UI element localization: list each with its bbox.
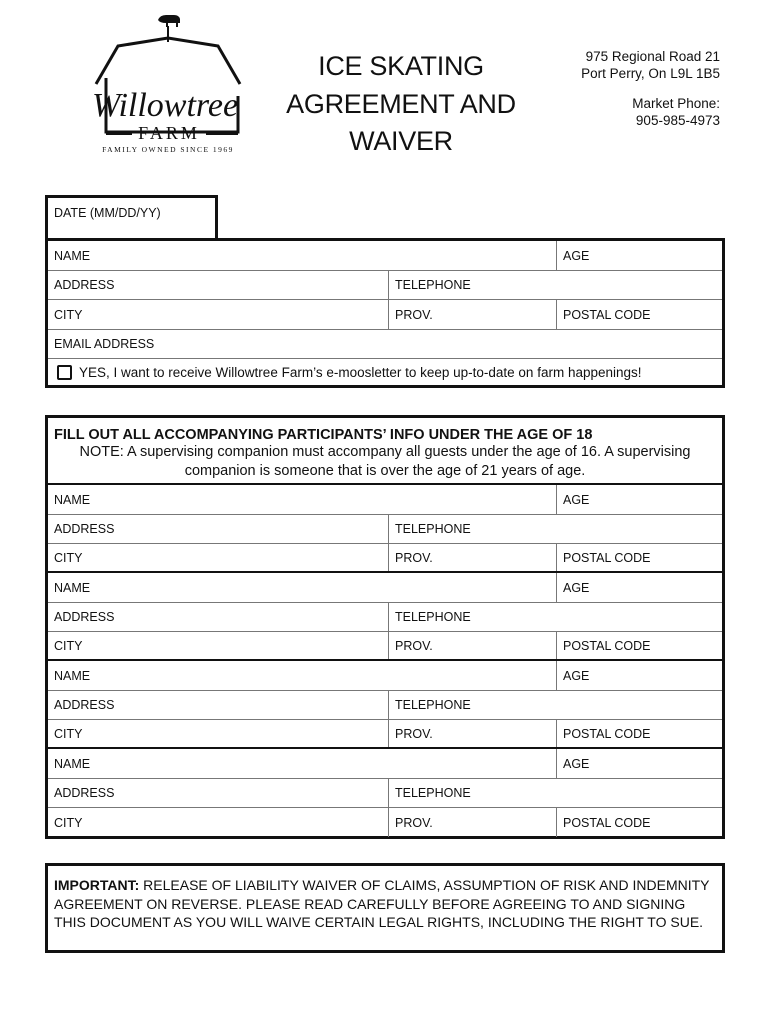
participant-2-city-field[interactable]: CITY <box>54 638 83 653</box>
participant-4-name-field[interactable]: NAME <box>54 756 91 771</box>
address-line-2: Port Perry, On L9L 1B5 <box>581 66 720 81</box>
participants-section <box>45 415 725 839</box>
newsletter-checkbox[interactable] <box>57 365 72 380</box>
svg-text:FARM: FARM <box>138 123 200 143</box>
city-row <box>48 300 722 330</box>
participant-4-postal-code-field[interactable]: POSTAL CODE <box>556 808 722 837</box>
participant-2-name-row <box>48 573 722 603</box>
participant-2-age-field[interactable]: AGE <box>556 573 722 602</box>
participant-3-telephone-field[interactable]: TELEPHONE <box>388 691 722 719</box>
participant-3-age-field[interactable]: AGE <box>556 661 722 690</box>
postal-code-field[interactable]: POSTAL CODE <box>556 300 722 329</box>
participant-1-postal-code-field[interactable]: POSTAL CODE <box>556 544 722 571</box>
participant-3-prov-field[interactable]: PROV. <box>388 720 556 747</box>
participant-3-name-field[interactable]: NAME <box>54 668 91 683</box>
participant-4-name-row <box>48 749 722 779</box>
participant-1-name-row <box>48 485 722 515</box>
name-field[interactable]: NAME <box>54 248 91 263</box>
participant-3-city-row <box>48 720 722 749</box>
participant-1-age-field[interactable]: AGE <box>556 485 722 514</box>
participant-2-city-row <box>48 632 722 661</box>
participant-1-telephone-field[interactable]: TELEPHONE <box>388 515 722 543</box>
participant-4-telephone-field[interactable]: TELEPHONE <box>388 779 722 807</box>
participant-3-address-field[interactable]: ADDRESS <box>54 698 115 712</box>
participant-2-telephone-field[interactable]: TELEPHONE <box>388 603 722 631</box>
newsletter-label: YES, I want to receive Willowtree Farm’s e-moosletter to keep up-to-date on farm happenings! <box>79 364 642 380</box>
participant-2-postal-code-field[interactable]: POSTAL CODE <box>556 632 722 659</box>
telephone-field[interactable]: TELEPHONE <box>388 271 722 299</box>
participants-note-line-2: companion is someone that is over the age of 21 years of age. <box>184 462 586 479</box>
primary-contact-section <box>45 238 725 388</box>
address-line-1: 975 Regional Road 21 <box>585 49 720 64</box>
participant-4-prov-field[interactable]: PROV. <box>388 808 556 837</box>
phone-number: 905-985-4973 <box>635 113 720 128</box>
participant-4-address-row <box>48 779 722 808</box>
participant-3-address-row <box>48 691 722 720</box>
participant-2-name-field[interactable]: NAME <box>54 580 91 595</box>
email-row <box>48 330 722 359</box>
date-field[interactable] <box>45 195 218 241</box>
willowtree-farm-logo <box>88 6 248 156</box>
logo-brand-text: Willowtree <box>92 87 239 124</box>
phone-label: Market Phone: <box>632 96 720 111</box>
city-field[interactable]: CITY <box>54 307 83 322</box>
participant-2-prov-field[interactable]: PROV. <box>388 632 556 659</box>
address-field[interactable]: ADDRESS <box>54 278 115 292</box>
svg-text:FAMILY OWNED SINCE 1969: FAMILY OWNED SINCE 1969 <box>102 145 234 154</box>
prov-field[interactable]: PROV. <box>388 300 556 329</box>
participant-4-city-row <box>48 808 722 837</box>
participant-4-city-field[interactable]: CITY <box>54 815 83 830</box>
important-text: RELEASE OF LIABILITY WAIVER OF CLAIMS, ASSUMPTION OF RISK AND INDEMNITY AGREEMENT ON REVERSE. PLEASE READ CAREFULLY BEFORE AGREEING TO AND SIGNING THIS DOCUMENT AS YOU WILL WAIVE CERTAIN LEGAL RIGHTS, INCLUDING THE RIGHT TO SUE. <box>54 877 710 930</box>
newsletter-row <box>48 359 722 385</box>
participant-1-prov-field[interactable]: PROV. <box>388 544 556 571</box>
participant-2-address-row <box>48 603 722 632</box>
participant-1-address-field[interactable]: ADDRESS <box>54 522 115 536</box>
document-title <box>270 48 532 161</box>
participant-3-city-field[interactable]: CITY <box>54 726 83 741</box>
participant-2-address-field[interactable]: ADDRESS <box>54 610 115 624</box>
participant-3-postal-code-field[interactable]: POSTAL CODE <box>556 720 722 747</box>
participant-1-name-field[interactable]: NAME <box>54 492 91 507</box>
date-label: DATE (MM/DD/YY) <box>54 206 161 220</box>
address-row <box>48 271 722 300</box>
participants-heading <box>48 418 722 485</box>
participant-1-city-row <box>48 544 722 573</box>
participant-1-address-row <box>48 515 722 544</box>
important-lead: IMPORTANT: <box>54 877 140 893</box>
age-field[interactable]: AGE <box>556 241 722 270</box>
participant-1-city-field[interactable]: CITY <box>54 550 83 565</box>
participants-note-line-1: NOTE: A supervising companion must accompany all guests under the age of 16. A supervising <box>79 444 691 460</box>
name-row <box>48 241 722 271</box>
participant-4-address-field[interactable]: ADDRESS <box>54 786 115 800</box>
farm-contact-info <box>540 48 720 129</box>
participants-title: FILL OUT ALL ACCOMPANYING PARTICIPANTS’ INFO UNDER THE AGE OF 18 <box>54 427 593 443</box>
important-notice <box>45 863 725 953</box>
email-field[interactable]: EMAIL ADDRESS <box>54 337 155 351</box>
participant-3-name-row <box>48 661 722 691</box>
title-line-2: AGREEMENT AND <box>286 88 516 119</box>
title-line-3: WAIVER <box>349 126 453 156</box>
title-line-1: ICE SKATING <box>318 51 484 81</box>
participant-4-age-field[interactable]: AGE <box>556 749 722 778</box>
